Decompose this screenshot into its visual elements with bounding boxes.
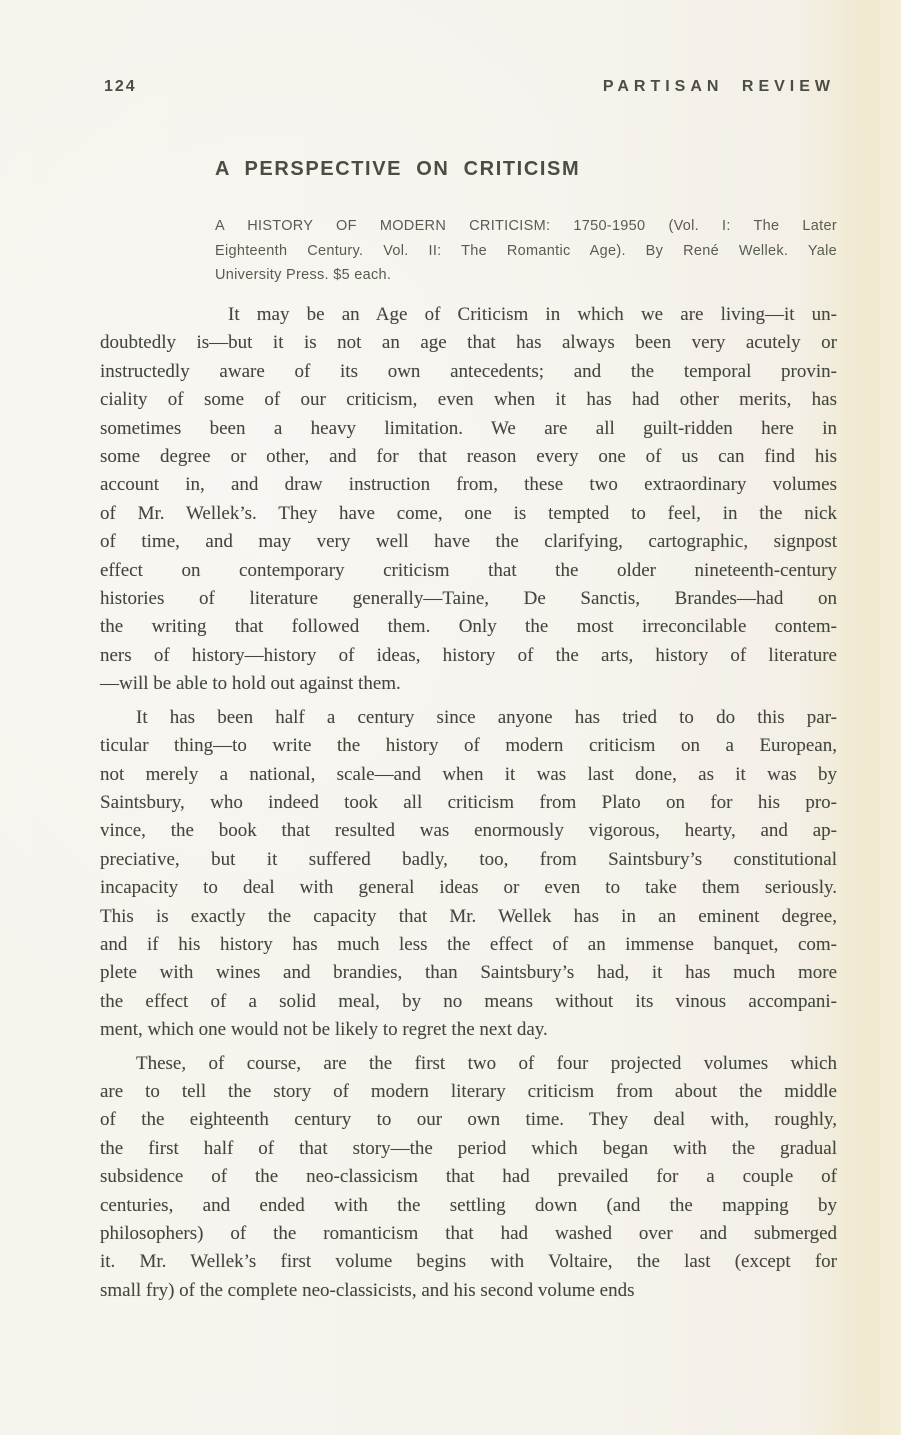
body-line: vince, the book that resulted was enormously vigorous, hearty, and ap- bbox=[100, 820, 837, 842]
running-head bbox=[104, 78, 835, 96]
body-line: sometimes been a heavy limitation. We are all guilt-ridden here in bbox=[100, 417, 837, 439]
body-line: small fry) of the complete neo-classicists, and his second volume ends bbox=[100, 1279, 635, 1301]
body-line: ticular thing—to write the history of modern criticism on a European, bbox=[100, 735, 837, 757]
paragraph bbox=[100, 301, 837, 699]
body-line: —will be able to hold out against them. bbox=[100, 673, 401, 695]
body-line: incapacity to deal with general ideas or even to take them seriously. bbox=[100, 877, 837, 899]
body-line: subsidence of the neo-classicism that had prevailed for a couple of bbox=[100, 1166, 837, 1188]
body-line: the writing that followed them. Only the most irreconcilable contem- bbox=[100, 616, 837, 638]
body-line: of time, and may very well have the clarifying, cartographic, signpost bbox=[100, 531, 837, 553]
citation-line: A HISTORY OF MODERN CRITICISM: 1750-1950 (Vol. I: The Later bbox=[215, 218, 837, 234]
body-line: doubtedly is—but it is not an age that has always been very acutely or bbox=[100, 332, 837, 354]
body-line: and if his history has much less the effect of an immense banquet, com- bbox=[100, 933, 837, 955]
journal-title: PARTISAN REVIEW bbox=[602, 78, 835, 95]
body-line: some degree or other, and for that reason every one of us can find his bbox=[100, 446, 837, 468]
body-line: of the eighteenth century to our own time. They deal with, roughly, bbox=[100, 1109, 837, 1131]
book-citation bbox=[215, 214, 837, 288]
body-line: centuries, and ended with the settling down (and the mapping by bbox=[100, 1194, 837, 1216]
body-line: it. Mr. Wellek’s first volume begins with Voltaire, the last (except for bbox=[100, 1251, 837, 1273]
paragraph bbox=[100, 1050, 837, 1306]
body-line: are to tell the story of modern literary criticism from about the middle bbox=[100, 1080, 837, 1102]
body-line: the effect of a solid meal, by no means without its vinous accompani- bbox=[100, 990, 837, 1012]
paragraph bbox=[100, 704, 837, 1045]
body-line: ment, which one would not be likely to regret the next day. bbox=[100, 1019, 548, 1041]
body-line: philosophers) of the romanticism that had washed over and submerged bbox=[100, 1223, 837, 1244]
body-line: account in, and draw instruction from, these two extraordinary volumes bbox=[100, 474, 837, 496]
page-number: 124 bbox=[104, 78, 137, 95]
body-line: These, of course, are the first two of four projected volumes which bbox=[136, 1052, 837, 1074]
body-line: not merely a national, scale—and when it was last done, as it was by bbox=[100, 763, 837, 785]
body-line: ciality of some of our criticism, even when it has had other merits, has bbox=[100, 389, 837, 411]
citation-line: Eighteenth Century. Vol. II: The Romantic Age). By René Wellek. Yale bbox=[215, 242, 837, 259]
body-line: It has been half a century since anyone has tried to do this par- bbox=[136, 706, 837, 728]
body-line: histories of literature generally—Taine, De Sanctis, Brandes—had on bbox=[100, 588, 837, 610]
body-line: ners of history—history of ideas, history of the arts, history of literature bbox=[100, 644, 837, 666]
body-line: It may be an Age of Criticism in which we are living—it un- bbox=[228, 304, 837, 325]
body-line: of Mr. Wellek’s. They have come, one is tempted to feel, in the nick bbox=[100, 502, 837, 524]
body-line: the first half of that story—the period which began with the gradual bbox=[100, 1137, 837, 1159]
body-line: plete with wines and brandies, than Saintsbury’s had, it has much more bbox=[100, 962, 837, 984]
body-line: instructedly aware of its own antecedents; and the temporal provin- bbox=[100, 360, 837, 382]
article-title: A PERSPECTIVE ON CRITICISM bbox=[215, 158, 581, 180]
body-line: Saintsbury, who indeed took all criticism from Plato on for his pro- bbox=[100, 791, 837, 813]
body-line: preciative, but it suffered badly, too, from Saintsbury’s constitutional bbox=[100, 848, 837, 870]
body-line: effect on contemporary criticism that the older nineteenth-century bbox=[100, 559, 837, 581]
body-line: This is exactly the capacity that Mr. Wellek has in an eminent degree, bbox=[100, 905, 837, 927]
article-body bbox=[100, 301, 837, 1310]
citation-line: University Press. $5 each. bbox=[215, 267, 392, 283]
